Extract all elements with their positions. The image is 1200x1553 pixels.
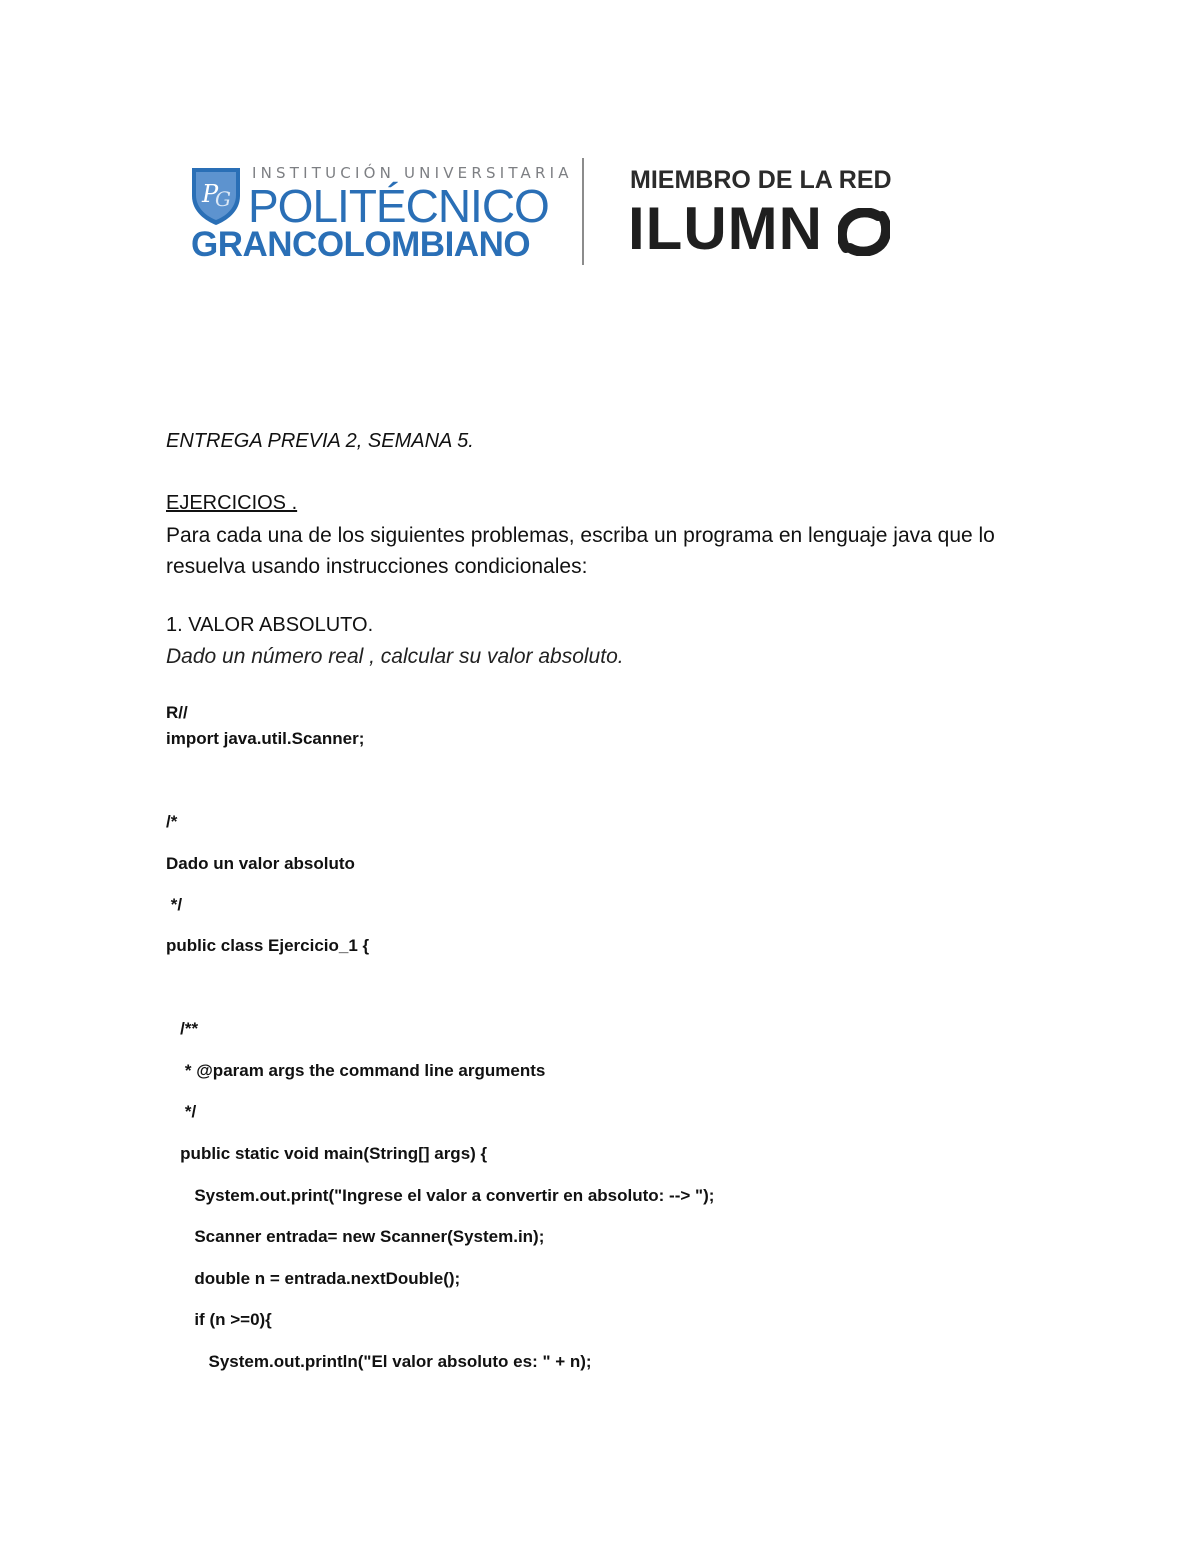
code-line: R//	[166, 703, 188, 722]
logo-politecnico-line: POLITÉCNICO	[248, 180, 549, 232]
logo-divider	[582, 158, 584, 265]
code-line: System.out.println("El valor absoluto es: " + n);	[166, 1352, 592, 1371]
intro-paragraph: Para cada una de los siguientes problemas, escriba un programa en lenguaje java que lo resuelva usando instrucciones condicionales:	[166, 524, 995, 578]
logo-institution-line: INSTITUCIÓN UNIVERSITARIA	[252, 164, 573, 182]
svg-text:P: P	[202, 180, 219, 208]
code-line: double n = entrada.nextDouble();	[166, 1269, 461, 1288]
question-text: Dado un número real , calcular su valor absoluto.	[166, 645, 624, 668]
code-line: */	[166, 895, 183, 914]
code-line: */	[166, 1102, 197, 1121]
code-line: * @param args the command line arguments	[166, 1061, 546, 1080]
code-line: /**	[166, 1019, 199, 1038]
code-line: import java.util.Scanner;	[166, 729, 365, 748]
code-line: public static void main(String[] args) {	[166, 1144, 488, 1163]
code-line: /*	[166, 812, 178, 831]
question-title: 1. VALOR ABSOLUTO.	[166, 614, 374, 636]
svg-text:G: G	[215, 187, 231, 211]
code-line: System.out.print("Ingrese el valor a convertir en absoluto: --> ");	[166, 1186, 715, 1205]
section-label: EJERCICIOS .	[166, 492, 298, 514]
shield-logo-icon	[190, 166, 242, 226]
code-line: Dado un valor absoluto	[166, 854, 355, 873]
code-line: if (n >=0){	[166, 1310, 272, 1329]
logo-ilumno-wordmark: ILUMN	[628, 195, 823, 262]
logo-miembro-line: MIEMBRO DE LA RED	[630, 166, 892, 194]
ilumno-o-mark-icon	[838, 208, 890, 256]
document-title: ENTREGA PREVIA 2, SEMANA 5.	[166, 430, 474, 452]
code-line: public class Ejercicio_1 {	[166, 936, 370, 955]
logo-grancolombiano-line: GRANCOLOMBIANO	[191, 225, 531, 264]
code-line: Scanner entrada= new Scanner(System.in);	[166, 1227, 545, 1246]
